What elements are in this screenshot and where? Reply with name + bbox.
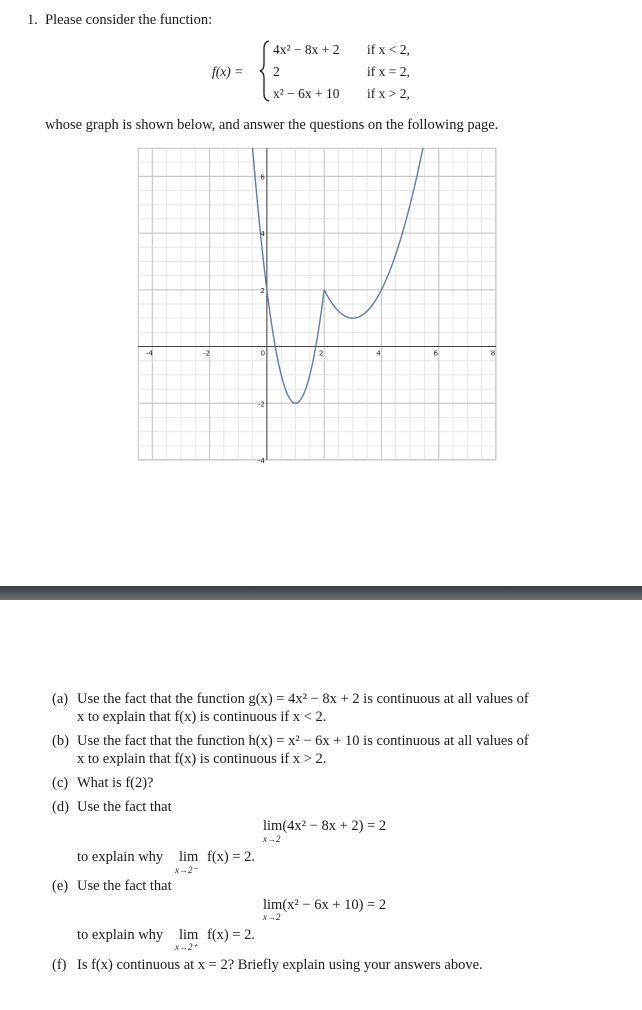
case-3-expr: x² − 6x + 10 — [273, 86, 340, 101]
y-tick-label: -2 — [257, 400, 265, 409]
question-a-line1: Use the fact that the function g(x) = 4x² − 8x + 2 is continuous at all values of — [77, 691, 529, 707]
question-d-explain-pre: to explain why — [77, 849, 164, 865]
question-d-limit-sub: x→2 — [263, 834, 281, 844]
x-tick-label: 8 — [490, 349, 496, 358]
question-e-explain-pre: to explain why — [77, 927, 164, 943]
x-tick-label: 4 — [376, 349, 381, 358]
question-d-label: (d) — [52, 799, 69, 815]
question-e-explain-lim: lim — [179, 927, 199, 943]
question-b-line1: Use the fact that the function h(x) = x² − 6x + 10 is continuous at all values of — [77, 733, 529, 749]
left-brace — [259, 40, 271, 102]
y-tick-label: 6 — [260, 173, 265, 182]
case-1-expr: 4x² − 8x + 2 — [273, 42, 340, 57]
case-3-cond: if x > 2, — [367, 86, 410, 101]
x-tick-label: 2 — [318, 349, 324, 358]
graph-intro: whose graph is shown below, and answer the questions on the following page. — [45, 117, 499, 133]
page-separator — [0, 586, 642, 600]
y-tick-label: 4 — [260, 230, 265, 239]
question-b-line2: x to explain that f(x) is continuous if x > 2. — [77, 751, 327, 767]
question-c-text: What is f(2)? — [77, 775, 154, 791]
x-tick-label: -4 — [145, 349, 153, 358]
function-graph — [138, 148, 496, 465]
question-e-text: Use the fact that — [77, 878, 172, 894]
y-tick-label: -4 — [257, 457, 265, 465]
case-2-cond: if x = 2, — [367, 64, 410, 79]
question-e-explain-post: f(x) = 2. — [207, 927, 256, 943]
question-f-label: (f) — [52, 957, 67, 973]
question-d-explain-sub: x→2⁻ — [175, 865, 198, 875]
question-a-label: (a) — [52, 691, 69, 707]
x-tick-label: 6 — [433, 349, 438, 358]
question-d-limit: lim(4x² − 8x + 2) = 2 — [263, 818, 387, 834]
question-e-limit-sub: x→2 — [263, 912, 281, 922]
question-f-text: Is f(x) continuous at x = 2? Briefly explain using your answers above. — [77, 957, 483, 973]
question-a-line2: x to explain that f(x) is continuous if x < 2. — [77, 709, 327, 725]
problem-number: 1. — [27, 12, 38, 28]
y-tick-label: 2 — [260, 286, 265, 295]
question-b-label: (b) — [52, 733, 69, 749]
case-2-expr: 2 — [273, 64, 280, 79]
question-d-explain-post: f(x) = 2. — [207, 849, 256, 865]
problem-intro: Please consider the function: — [45, 12, 213, 28]
question-c-label: (c) — [52, 775, 69, 791]
question-e-explain-sub: x→2⁺ — [175, 942, 198, 952]
function-lhs: f(x) = — [212, 64, 244, 79]
x-tick-label: 0 — [260, 349, 266, 358]
x-tick-label: -2 — [203, 349, 211, 358]
question-e-label: (e) — [52, 878, 69, 894]
question-d-text: Use the fact that — [77, 799, 172, 815]
question-e-limit: lim(x² − 6x + 10) = 2 — [263, 897, 387, 913]
case-1-cond: if x < 2, — [367, 42, 410, 57]
question-d-explain-lim: lim — [179, 849, 199, 865]
